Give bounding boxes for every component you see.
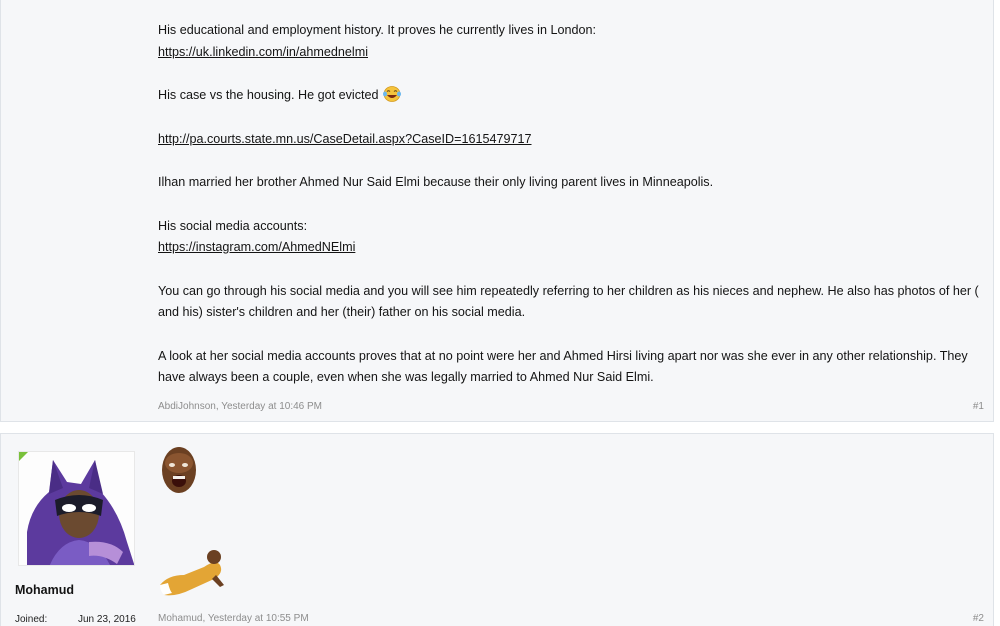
post-text-paragraph: You can go through his social media and you will see him repeatedly referring to her children as his nieces and nephew. He also has photos of her ( and his) sister's children and her (their) father on his social media. [158,283,979,319]
laughing-tears-icon [382,85,402,103]
instagram-link[interactable]: https://instagram.com/AhmedNElmi [158,240,356,254]
post-text-line: His educational and employment history. It proves he currently lives in London: [158,23,596,37]
court-case-link[interactable]: http://pa.courts.state.mn.us/CaseDetail.aspx?CaseID=1615479717 [158,131,532,146]
post-2 [0,433,994,626]
falling-man-icon [158,545,226,599]
purple-masked-hero-avatar [19,452,135,566]
joined-label: Joined: [15,614,48,625]
shouting-face-icon [159,443,199,498]
linkedin-link[interactable]: https://uk.linkedin.com/in/ahmednelmi [158,44,368,59]
username-link[interactable]: Mohamud [15,583,75,597]
online-indicator [19,452,28,461]
post-1-permalink[interactable]: #1 [972,401,984,412]
post-2-permalink[interactable]: #2 [972,613,984,624]
avatar[interactable] [18,451,135,566]
post-1-message [158,20,988,389]
post-text-line: Ilhan married her brother Ahmed Nur Said Elmi because their only living parent lives in Minneapolis. [158,175,714,189]
joined-date: Jun 23, 2016 [78,614,136,625]
post-text-paragraph: A look at her social media accounts proves that at no point were her and Ahmed Hirsi living apart nor was she ever in any other relationship. They have always been a couple, even when she was legally married to Ahmed Nur Said Elmi. [158,348,968,384]
post-text-line: His social media accounts: [158,218,308,233]
post-text-line: His case vs the housing. He got evicted [158,88,379,102]
post-2-meta[interactable]: Mohamud, Yesterday at 10:55 PM [158,613,309,624]
post-1-meta[interactable]: AbdiJohnson, Yesterday at 10:46 PM [158,401,323,412]
